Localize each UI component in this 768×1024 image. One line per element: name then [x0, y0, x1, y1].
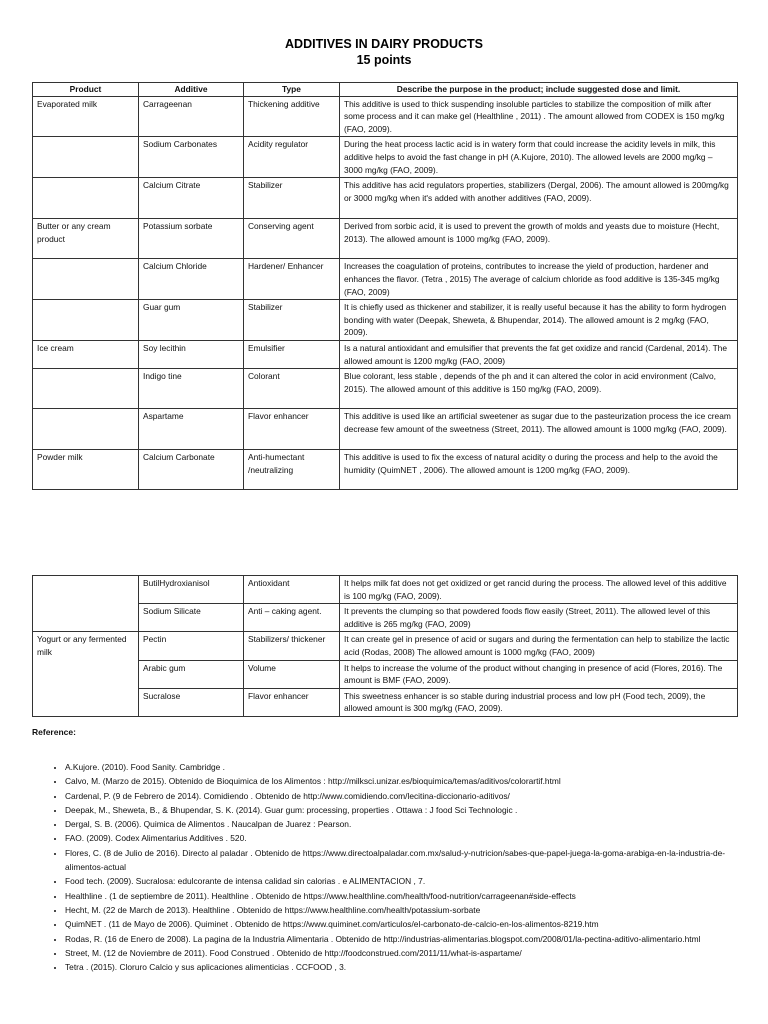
- description-cell: This additive is used like an artificial sweetener as sugar due to the pasteurization process the ice cream decrease few amount of the sweetness (Street, 2011). The allowed amount is 1000 mg/kg (FAO, 2009).: [340, 409, 738, 450]
- additive-cell: Sodium Carbonates: [139, 137, 244, 178]
- reference-item: • Flores, C. (8 de Julio de 2016). Directo al paladar . Obtenido de https://www.directoalpaladar.com.mx/salud-y-nutricion/sabes-que-papel-juega-la-goma-arabiga-en-la-industria-de-alimentos-actual: [65, 846, 732, 875]
- type-cell: Acidity regulator: [244, 137, 340, 178]
- type-cell: Stabilizers/ thickener: [244, 632, 340, 660]
- type-cell: Hardener/ Enhancer: [244, 259, 340, 300]
- table-header-row: [33, 83, 738, 97]
- reference-item: • Dergal, S. B. (2006). Quimica de Alimentos . Naucalpan de Juarez : Pearson.: [65, 817, 732, 831]
- table-row: [33, 450, 738, 490]
- type-cell: Conserving agent: [244, 219, 340, 259]
- product-cell: [33, 259, 139, 300]
- additive-cell: Arabic gum: [139, 660, 244, 688]
- product-cell: [33, 576, 139, 632]
- table-row: [33, 409, 738, 450]
- type-cell: Flavor enhancer: [244, 409, 340, 450]
- description-cell: This additive has acid regulators properties, stabilizers (Dergal, 2006). The amount allowed is 200mg/kg or 3000 mg/kg when it's added with another additives (FAO, 2009).: [340, 178, 738, 219]
- table-row: [33, 660, 738, 688]
- description-cell: This additive is used to fix the excess of natural acidity o during the process and help to the avoid the humidity (QuimNET , 2006). The allowed amount is 1200 mg/kg (FAO, 2009).: [340, 450, 738, 490]
- reference-item: • Cardenal, P. (9 de Febrero de 2014). Comidiendo . Obtenido de http://www.comidiendo.com/lecitina-diccionario-aditivos/: [65, 789, 732, 803]
- description-cell: It helps milk fat does not get oxidized or get rancid during the process. The allowed level of this additive is 100 mg/kg (FAO, 2009).: [340, 576, 738, 604]
- description-cell: It prevents the clumping so that powdered foods flow easily (Street, 2011). The allowed level of this additive is 265 mg/kg (FAO, 2009): [340, 604, 738, 632]
- description-cell: This sweetness enhancer is so stable during industrial process and low pH (Food tech, 2009), the allowed amount is 300 mg/kg (FAO, 2009).: [340, 688, 738, 716]
- type-cell: Emulsifier: [244, 341, 340, 369]
- header-description: Describe the purpose in the product; include suggested dose and limit.: [340, 83, 738, 97]
- type-cell: Stabilizer: [244, 300, 340, 341]
- table-row: [33, 178, 738, 219]
- document-header: [0, 36, 768, 68]
- reference-item: • QuimNET . (11 de Mayo de 2006). Quiminet . Obtenido de https://www.quiminet.com/articulos/el-carbonato-de-calcio-en-los-alimentos-8219.htm: [65, 917, 732, 931]
- header-product: Product: [33, 83, 139, 97]
- description-cell: Derived from sorbic acid, it is used to prevent the growth of molds and yeasts due to moisture (Hecht, 2013). The allowed amount is 1000 mg/kg (FAO, 2009).: [340, 219, 738, 259]
- additive-cell: Soy lecithin: [139, 341, 244, 369]
- additive-cell: Potassium sorbate: [139, 219, 244, 259]
- type-cell: Anti-humectant /neutralizing: [244, 450, 340, 490]
- product-cell: [33, 300, 139, 341]
- product-cell: [33, 409, 139, 450]
- additive-cell: Sucralose: [139, 688, 244, 716]
- table-row: [33, 632, 738, 660]
- reference-item: • Street, M. (12 de Noviembre de 2011). Food Construed . Obtenido de http://foodconstrued.com/2011/11/what-is-aspartame/: [65, 946, 732, 960]
- reference-item: • Rodas, R. (16 de Enero de 2008). La pagina de la Industria Alimentaria . Obtenido de http://industrias-alimentarias.blogspot.com/2008/01/la-pectina-aditivo-alimentario.html: [65, 932, 732, 946]
- reference-item: • FAO. (2009). Codex Alimentarius Additives . 520.: [65, 831, 732, 845]
- description-cell: Is a natural antioxidant and emulsifier that prevents the fat get oxidize and rancid (Cardenal, 2014). The allowed amount is 1200 mg/kg (FAO, 2009): [340, 341, 738, 369]
- points-label: 15 points: [356, 53, 412, 67]
- description-cell: It can create gel in presence of acid or sugars and during the fermentation can help to stabilize the lactic acid (Rodas, 2008) The allowed amount is 1000 mg/kg (FAO, 2009): [340, 632, 738, 660]
- product-cell: Powder milk: [33, 450, 139, 490]
- table-row: [33, 576, 738, 604]
- type-cell: Antioxidant: [244, 576, 340, 604]
- table-row: [33, 96, 738, 137]
- table-row: [33, 341, 738, 369]
- product-cell: [33, 178, 139, 219]
- table-row: [33, 219, 738, 259]
- header-additive: Additive: [139, 83, 244, 97]
- description-cell: During the heat process lactic acid is in watery form that could increase the acidity levels in milk, this additive helps to avoid the fast change in pH (A.Kujore, 2010). The allowed levels are 2000 mg/kg – 3000 mg/kg (FAO, 2009).: [340, 137, 738, 178]
- additive-cell: Pectin: [139, 632, 244, 660]
- additive-cell: Guar gum: [139, 300, 244, 341]
- reference-item: • Deepak, M., Sheweta, B., & Bhupendar, S. K. (2014). Guar gum: processing, properties . Ottawa : J food Sci Technologic .: [65, 803, 732, 817]
- description-cell: This additive is used to thick suspending insoluble particles to stabilize the composition of milk after some process and it can make gel (Healthline , 2011) . The amount allowed from CODEX is 150 mg/kg (FAO, 2009).: [340, 96, 738, 137]
- type-cell: Anti – caking agent.: [244, 604, 340, 632]
- additive-cell: Calcium Citrate: [139, 178, 244, 219]
- references-section: [32, 727, 732, 974]
- additive-cell: Aspartame: [139, 409, 244, 450]
- document-title: ADDITIVES IN DAIRY PRODUCTS: [285, 37, 483, 51]
- product-cell: [33, 369, 139, 409]
- table-row: [33, 300, 738, 341]
- type-cell: Flavor enhancer: [244, 688, 340, 716]
- table-row: [33, 688, 738, 716]
- description-cell: It is chiefly used as thickener and stabilizer, it is really useful because it has the ability to form hydrogen bonding with water (Deepak, Sheweta, & Bhupendar, 2014). The allowed amount is 2 mg/kg (FAO, 2009).: [340, 300, 738, 341]
- references-heading: Reference:: [32, 727, 76, 737]
- reference-item: • Tetra . (2015). Cloruro Calcio y sus aplicaciones alimenticias . CCFOOD , 3.: [65, 960, 732, 974]
- header-type: Type: [244, 83, 340, 97]
- reference-item: • Healthline . (1 de septiembre de 2011). Healthline . Obtenido de https://www.healthline.com/health/food-nutrition/carrageenan#side-effects: [65, 889, 732, 903]
- description-cell: It helps to increase the volume of the product without changing in presence of acid (Flores, 2016). The amount is BMF (FAO, 2009).: [340, 660, 738, 688]
- additive-cell: Calcium Carbonate: [139, 450, 244, 490]
- reference-item: • Hecht, M. (22 de March de 2013). Healthline . Obtenido de https://www.healthline.com/health/potassium-sorbate: [65, 903, 732, 917]
- additive-cell: ButilHydroxianisol: [139, 576, 244, 604]
- additive-cell: Sodium Silicate: [139, 604, 244, 632]
- table-row: [33, 137, 738, 178]
- product-cell: Butter or any cream product: [33, 219, 139, 259]
- reference-item: • Food tech. (2009). Sucralosa: edulcorante de intensa calidad sin calorias . e ALIMENTACION , 7.: [65, 874, 732, 888]
- reference-item: • Calvo, M. (Marzo de 2015). Obtenido de Bioquimica de los Alimentos : http://milksci.unizar.es/bioquimica/temas/aditivos/colorartif.html: [65, 774, 732, 788]
- product-cell: [33, 137, 139, 178]
- additives-table-2: [32, 575, 738, 717]
- description-cell: Blue colorant, less stable , depends of the ph and it can altered the color in acid environment (Calvo, 2015). The allowed amount of this additive is 150 mg/kg (FAO, 2009).: [340, 369, 738, 409]
- table-row: [33, 369, 738, 409]
- product-cell: Ice cream: [33, 341, 139, 369]
- description-cell: Increases the coagulation of proteins, contributes to increase the yield of production, hardener and enhances the flavor. (Tetra , 2015) The average of calcium chloride as food additive is 135-345 mg/kg (FAO, 2009): [340, 259, 738, 300]
- additive-cell: Calcium Chloride: [139, 259, 244, 300]
- product-cell: Evaporated milk: [33, 96, 139, 137]
- reference-item: • A.Kujore. (2010). Food Sanity. Cambridge .: [65, 760, 732, 774]
- references-list: [32, 760, 732, 974]
- additives-table-1: [32, 82, 738, 490]
- product-cell: Yogurt or any fermented milk: [33, 632, 139, 717]
- additive-cell: Carrageenan: [139, 96, 244, 137]
- type-cell: Colorant: [244, 369, 340, 409]
- table-row: [33, 259, 738, 300]
- table-row: [33, 604, 738, 632]
- type-cell: Stabilizer: [244, 178, 340, 219]
- type-cell: Volume: [244, 660, 340, 688]
- additive-cell: Indigo tine: [139, 369, 244, 409]
- type-cell: Thickening additive: [244, 96, 340, 137]
